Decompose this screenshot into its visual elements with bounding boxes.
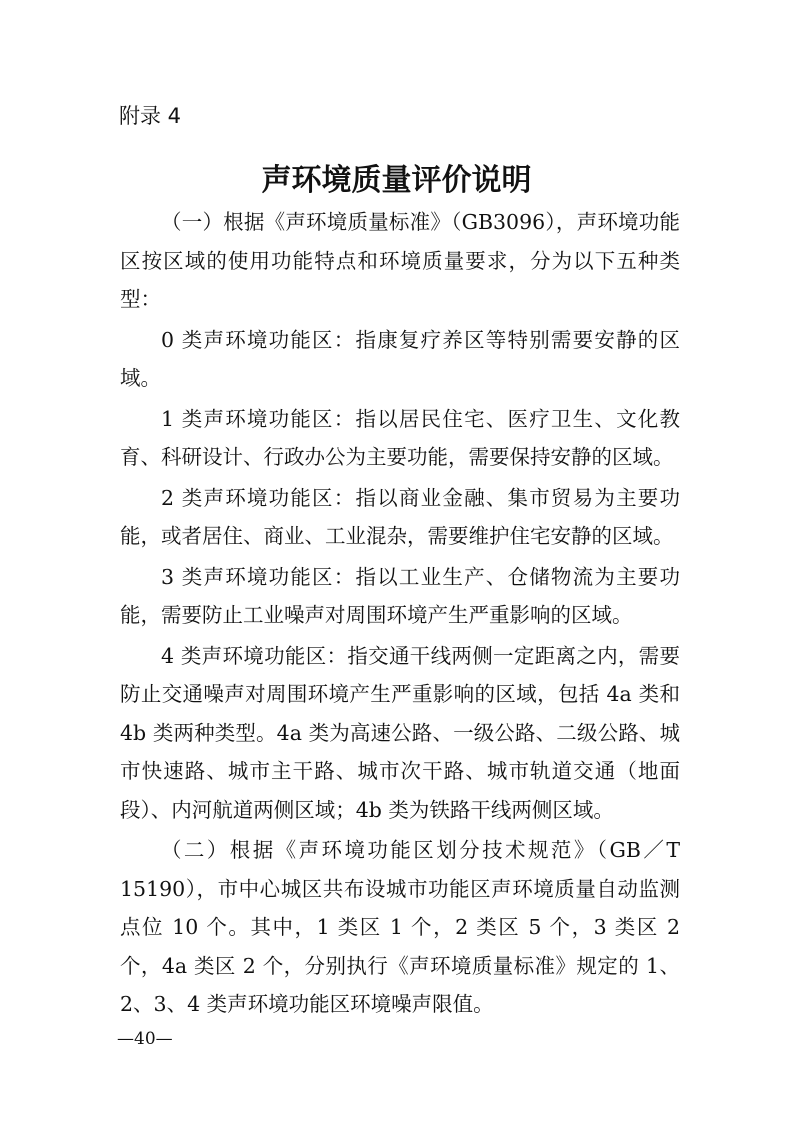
paragraph-intro: （一）根据《声环境质量标准》（GB3096），声环境功能区按区域的使用功能特点和环境质量要求，分为以下五种类型： — [120, 210, 680, 311]
paragraph-class-1: 1 类声环境功能区：指以居民住宅、医疗卫生、文化教育、科研设计、行政办公为主要功能，需要保持安静的区域。 — [120, 406, 680, 469]
paragraph-class-3: 3 类声环境功能区：指以工业生产、仓储物流为主要功能，需要防止工业噪声对周围环境产生严重影响的区域。 — [120, 564, 680, 627]
document-title: 声环境质量评价说明 — [261, 163, 532, 198]
appendix-label: 附录 4 — [119, 104, 182, 128]
page-number: —40— — [117, 1029, 173, 1049]
document-body — [120, 203, 680, 1024]
paragraph-class-2: 2 类声环境功能区：指以商业金融、集市贸易为主要功能，或者居住、商业、工业混杂，需要维护住宅安静的区域。 — [120, 485, 680, 548]
paragraph-monitoring: （二）根据《声环境功能区划分技术规范》（GB／T 15190），市中心城区共布设城市功能区声环境质量自动监测点位 10 个。其中，1 类区 1 个，2 类区 5 个，3 类区 2 个，4a 类区 2 个，分别执行《声环境质量标准》规定的 1、2、3、4 类声环境功能区环境噪声限值。 — [120, 838, 680, 1016]
paragraph-class-0: 0 类声环境功能区：指康复疗养区等特别需要安静的区域。 — [120, 327, 680, 390]
paragraph-class-4: 4 类声环境功能区：指交通干线两侧一定距离之内，需要防止交通噪声对周围环境产生严重影响的区域，包括 4a 类和 4b 类两种类型。4a 类为高速公路、一级公路、二级公路、城市快速路、城市主干路、城市次干路、城市轨道交通（地面段）、内河航道两侧区域；4b 类为铁路干线两侧区域。 — [120, 643, 680, 822]
